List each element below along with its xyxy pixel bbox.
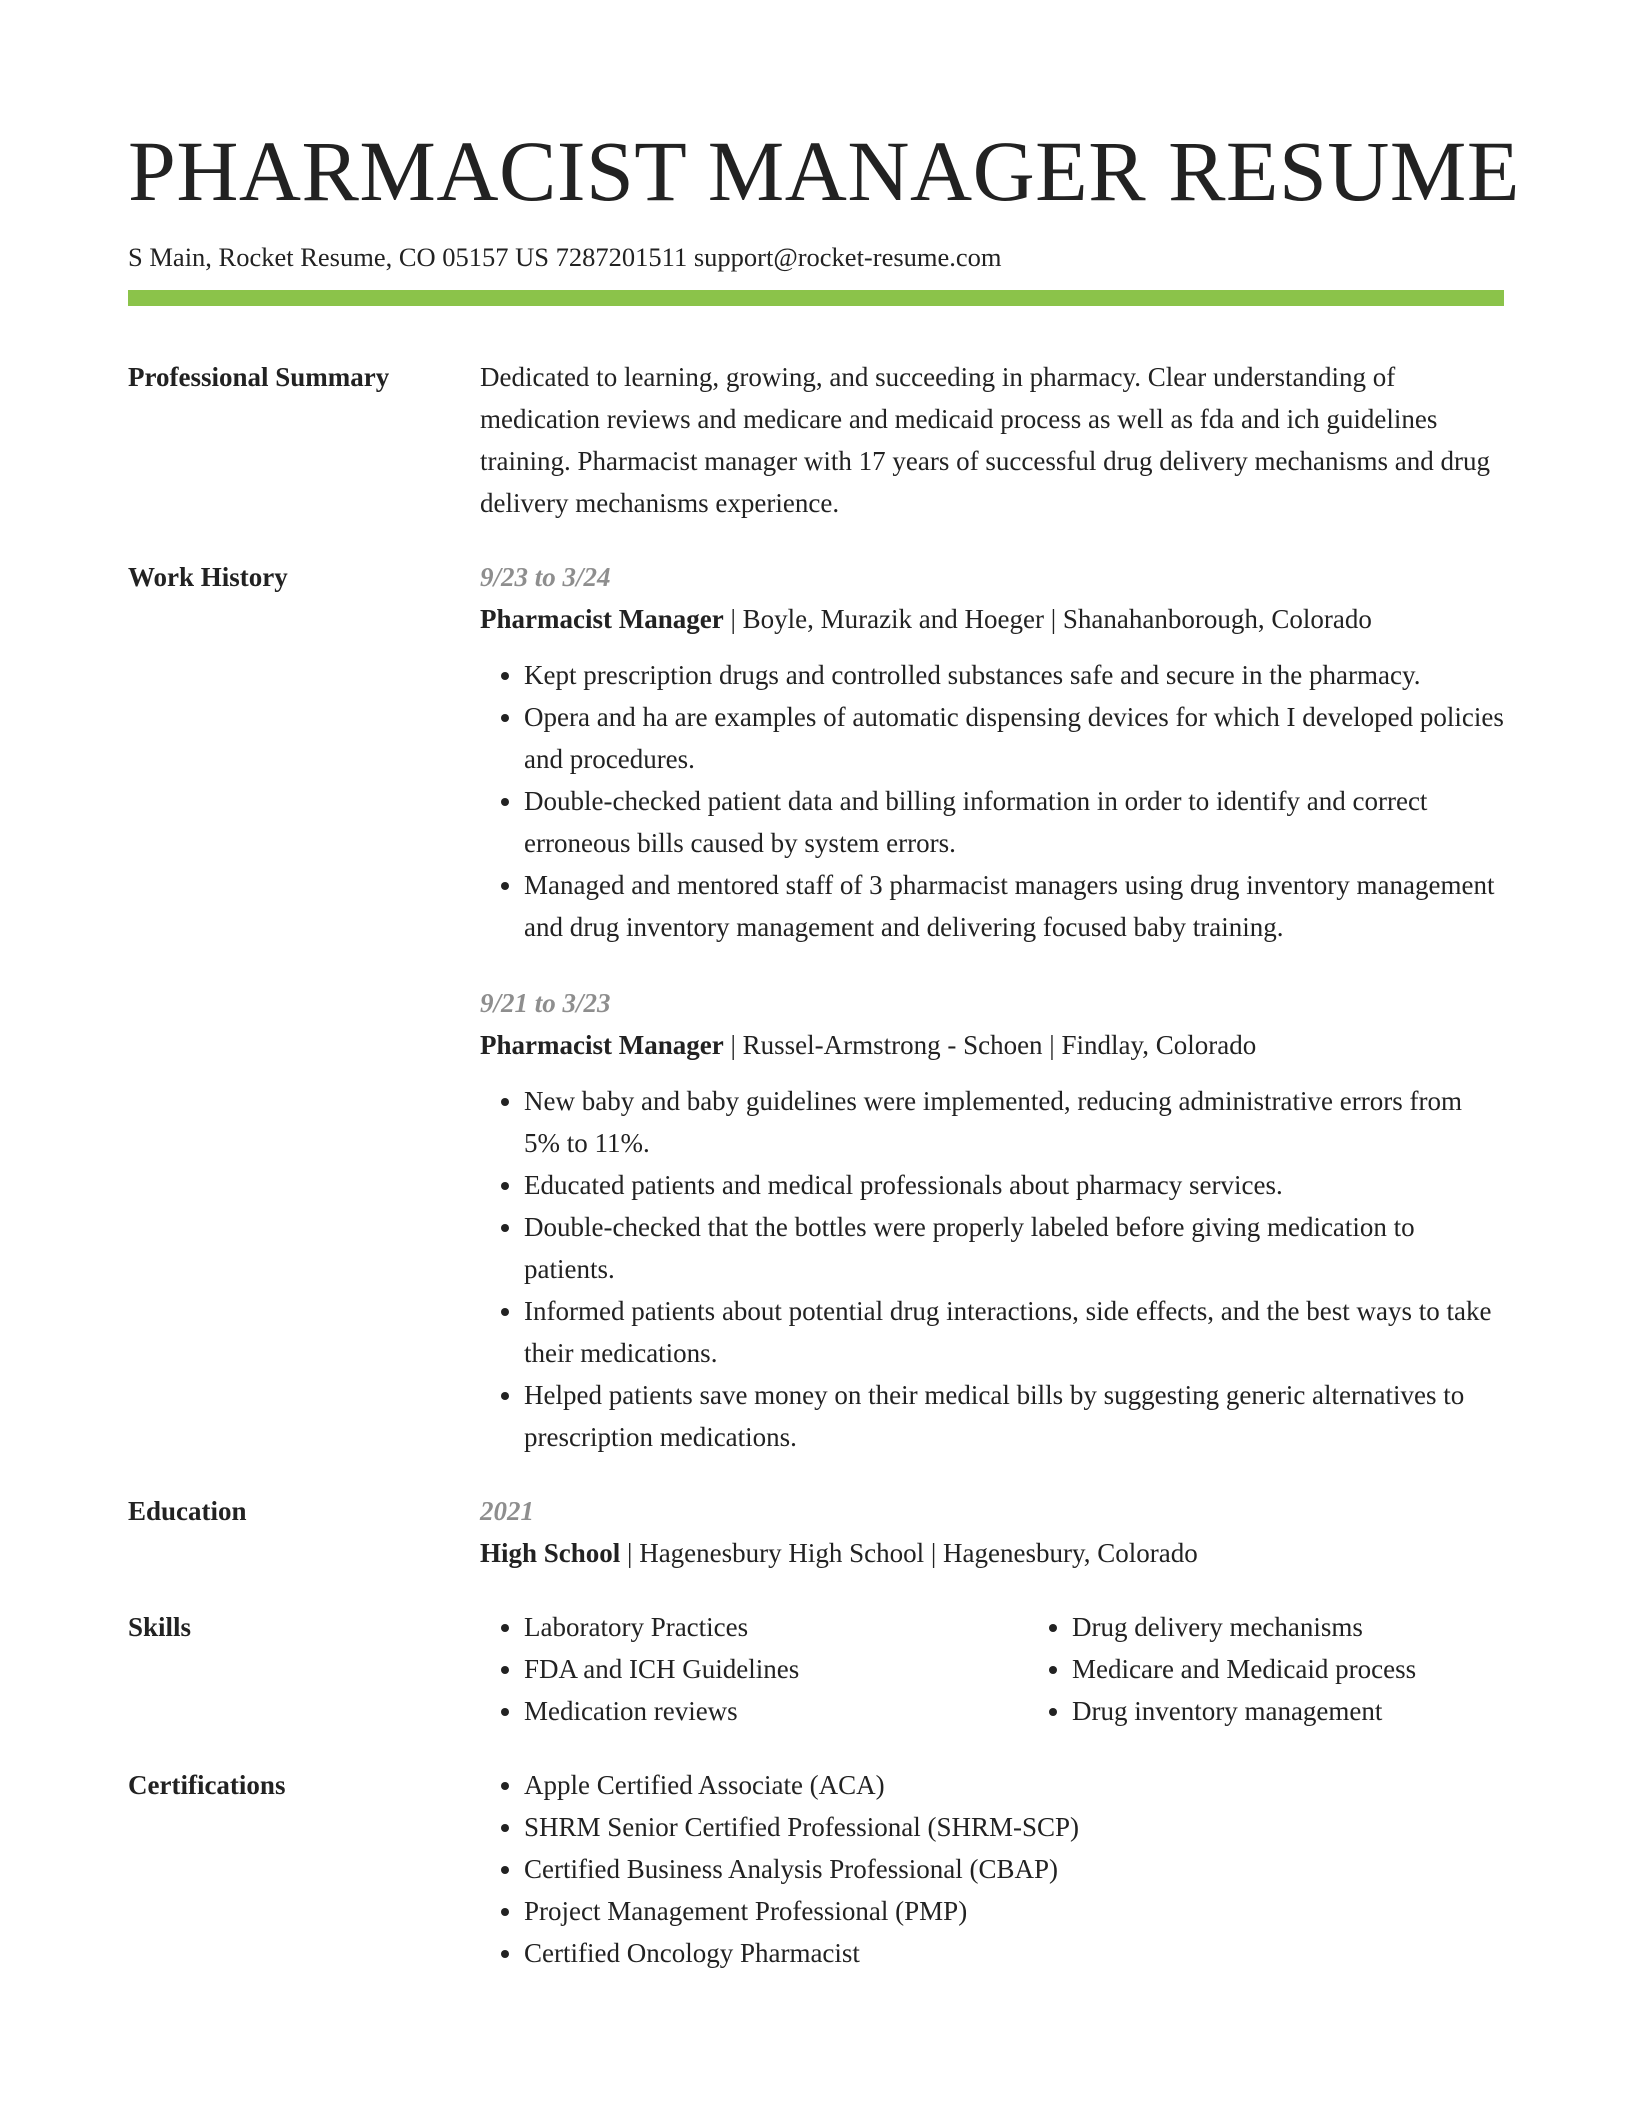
job-bullet: • Kept prescription drugs and controlled substances safe and secure in the pharmacy. [524,654,1504,696]
education-details: | Hagenesbury High School | Hagenesbury, Colorado [620,1538,1198,1569]
skill-item: • FDA and ICH Guidelines [524,1648,1028,1690]
section-label-summary: Professional Summary [128,362,390,393]
education-date: 2021 [480,1496,534,1527]
job-bullet: • Educated patients and medical professionals about pharmacy services. [524,1164,1504,1206]
job-details: | Russel-Armstrong - Schoen | Findlay, Colorado [723,1030,1257,1061]
skills-column-left [480,1606,1028,1732]
education-degree: High School [480,1538,621,1569]
education-heading [480,1532,1504,1574]
certifications-list [480,1764,1504,1974]
skills-section [128,1606,1504,1732]
section-label-work-history: Work History [128,562,288,593]
job-bullets [480,1080,1504,1458]
education-section [128,1490,1504,1574]
skill-item: • Drug delivery mechanisms [1072,1606,1576,1648]
section-label-skills: Skills [128,1612,192,1643]
job-heading [480,598,1504,640]
job-bullet: • Double-checked that the bottles were properly labeled before giving medication to patients. [524,1206,1504,1290]
work-history-content [480,556,1504,1458]
job-dates: 9/23 to 3/24 [480,562,611,593]
job-entry [480,982,1504,1458]
job-entry [480,556,1504,948]
resume-title: PHARMACIST MANAGER RESUME [128,123,1520,219]
certification-item: • Apple Certified Associate (ACA) [524,1764,1504,1806]
certification-item: • Certified Business Analysis Professional (CBAP) [524,1848,1504,1890]
job-dates: 9/21 to 3/23 [480,988,611,1019]
accent-divider [128,290,1504,306]
job-bullets [480,654,1504,948]
skill-item: • Medicare and Medicaid process [1072,1648,1576,1690]
skills-column-right [1028,1606,1576,1732]
skill-item: • Medication reviews [524,1690,1028,1732]
certification-item: • Project Management Professional (PMP) [524,1890,1504,1932]
summary-section [128,356,1504,524]
job-bullet: • Managed and mentored staff of 3 pharmacist managers using drug inventory management and drug inventory management and delivering focused baby training. [524,864,1504,948]
certification-item: • Certified Oncology Pharmacist [524,1932,1504,1974]
job-details: | Boyle, Murazik and Hoeger | Shanahanborough, Colorado [723,604,1372,635]
section-label-certifications: Certifications [128,1770,286,1801]
certifications-content [480,1764,1504,1974]
job-heading [480,1024,1504,1066]
summary-text: Dedicated to learning, growing, and succeeding in pharmacy. Clear understanding of medication reviews and medicare and medicaid process as well as fda and ich guidelines training. Pharmacist manager with 17 years of successful drug delivery mechanisms and drug delivery mechanisms experience. [480,362,1490,519]
job-bullet: • Informed patients about potential drug interactions, side effects, and the best ways to take their medications. [524,1290,1504,1374]
job-bullet: • Helped patients save money on their medical bills by suggesting generic alternatives to prescription medications. [524,1374,1504,1458]
job-bullet: • Opera and ha are examples of automatic dispensing devices for which I developed policies and procedures. [524,696,1504,780]
certifications-section [128,1764,1504,1974]
skills-grid [480,1606,1576,1732]
certification-item: • SHRM Senior Certified Professional (SHRM-SCP) [524,1806,1504,1848]
education-content [480,1490,1504,1574]
contact-line: S Main, Rocket Resume, CO 05157 US 7287201511 support@rocket-resume.com [128,242,1002,272]
work-history-section [128,556,1504,1458]
job-title: Pharmacist Manager [480,1030,724,1061]
section-label-education: Education [128,1496,247,1527]
skill-item: • Laboratory Practices [524,1606,1028,1648]
job-bullet: • New baby and baby guidelines were implemented, reducing administrative errors from 5% to 11%. [524,1080,1504,1164]
job-bullet: • Double-checked patient data and billing information in order to identify and correct erroneous bills caused by system errors. [524,780,1504,864]
skill-item: • Drug inventory management [1072,1690,1576,1732]
job-title: Pharmacist Manager [480,604,724,635]
